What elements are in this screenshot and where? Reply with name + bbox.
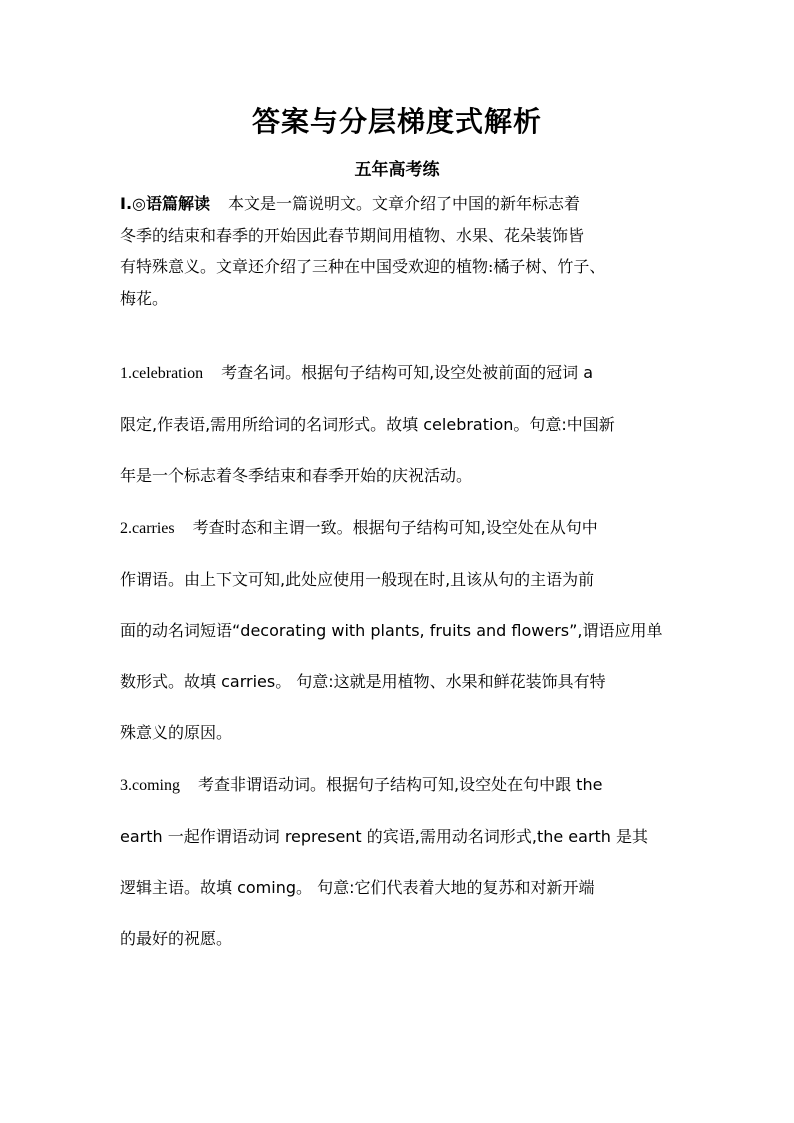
answer-1-line: 限定,作表语,需用所给词的名词形式。故填 celebration。句意:中国新 [120, 415, 615, 435]
answer-word: carries [132, 519, 175, 537]
answer-3-line: 的最好的祝愿。 [120, 929, 233, 949]
answer-3-line: earth 一起作谓语动词 represent 的宾语,需用动名词形式,the earth 是其 [120, 826, 649, 846]
reading-head: Ⅰ.◎语篇解读 [120, 194, 210, 213]
answer-word: celebration [132, 365, 204, 382]
answer-number: 1. [120, 365, 132, 382]
answer-list [120, 347, 695, 964]
reading-line: 梅花。 [120, 288, 169, 308]
section-subtitle: 五年高考练 [354, 160, 440, 180]
answer-2-line: 殊意义的原因。 [120, 723, 233, 743]
reading-line: 冬季的结束和春季的开始因此春节期间用植物、水果、花朵装饰皆 [120, 225, 585, 245]
reading-line: 有特殊意义。文章还介绍了三种在中国受欢迎的植物:橘子树、竹子、 [120, 257, 606, 276]
page-title: 答案与分层梯度式解析 [251, 105, 542, 138]
answer-text: 考查名词。根据句子结构可知,设空处被前面的冠词 a [221, 363, 594, 382]
reading-text: 本文是一篇说明文。文章介绍了中国的新年标志着 [228, 194, 581, 213]
reading-overview [120, 188, 695, 314]
answer-number: 2. [120, 519, 132, 537]
answer-2-line: 作谓语。由上下文可知,此处应使用一般现在时,且该从句的主语为前 [120, 569, 595, 589]
answer-number: 3. [120, 776, 132, 794]
answer-word: coming [132, 776, 180, 794]
answer-3-line [120, 759, 695, 811]
answer-text: 考查时态和主谓一致。根据句子结构可知,设空处在从句中 [192, 517, 598, 537]
answer-1-line: 年是一个标志着冬季结束和春季开始的庆祝活动。 [120, 466, 473, 486]
answer-1-line [120, 347, 695, 399]
answer-2-line [120, 502, 695, 554]
answer-text: 考查非谓语动词。根据句子结构可知,设空处在句中跟 the [198, 774, 603, 794]
answer-2-line: 面的动名词短语“decorating with plants, fruits and flowers”,谓语应用单 [120, 621, 663, 641]
answer-3-line: 逻辑主语。故填 coming。 句意:它们代表着大地的复苏和对新开端 [120, 878, 595, 898]
reading-line [120, 188, 695, 220]
answer-2-line: 数形式。故填 carries。 句意:这就是用植物、水果和鲜花装饰具有特 [120, 672, 606, 692]
